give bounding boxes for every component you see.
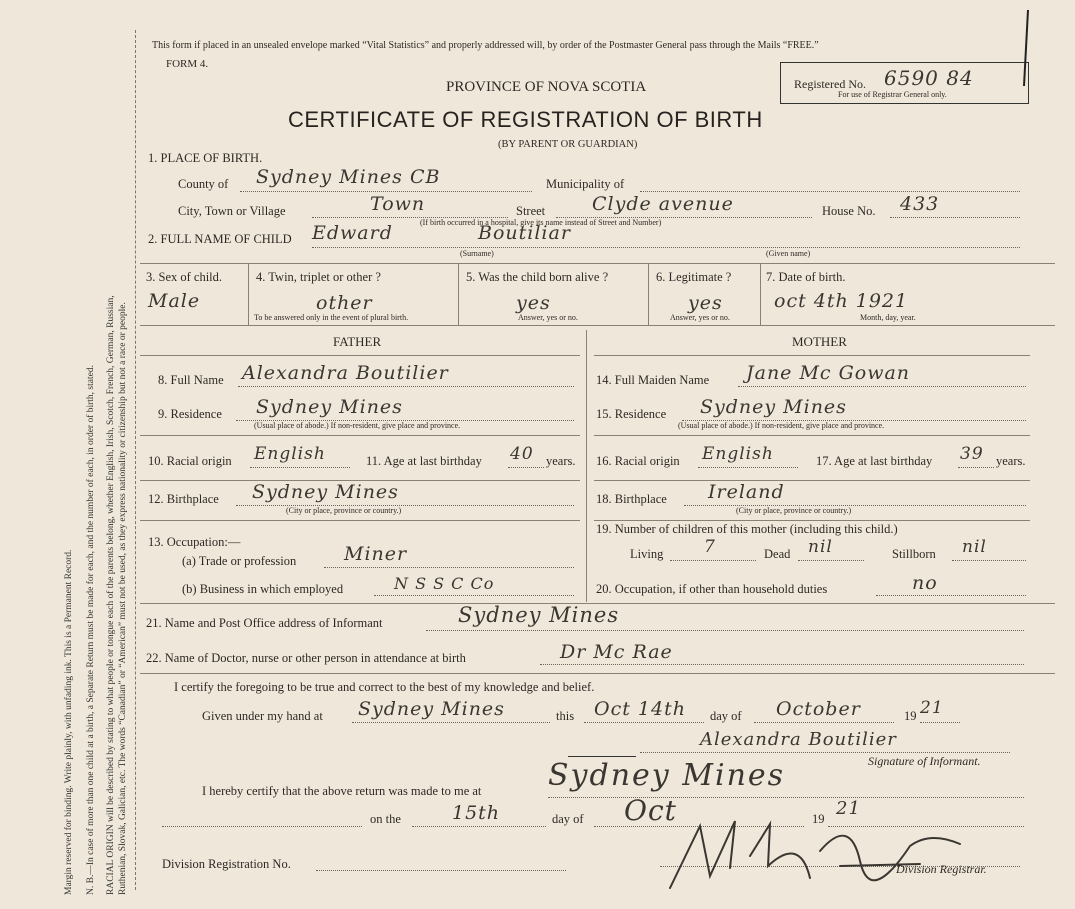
given-month: October [776, 698, 861, 720]
registrar-month: Oct [624, 794, 677, 827]
pen-mark-icon [1016, 8, 1036, 88]
legitimate-value: yes [688, 292, 723, 314]
father-residence-value: Sydney Mines [256, 396, 403, 418]
alive-label: 5. Was the child born alive ? [466, 270, 609, 284]
certificate-subtitle: (BY PARENT OR GUARDIAN) [498, 139, 638, 150]
certificate-title: CERTIFICATE OF REGISTRATION OF BIRTH [288, 107, 763, 132]
father-name-label: 8. Full Name [158, 373, 224, 387]
registrar-day: 15th [452, 802, 501, 824]
mother-birthplace-label: 18. Birthplace [596, 492, 667, 506]
mailing-notice: This form if placed in an unsealed envelope marked “Vital Statistics” and properly addressed will, by order of the Postmaster General pass through the Mails “FREE.” [152, 40, 819, 51]
twin-note: To be answered only in the event of plural birth. [254, 313, 409, 322]
twin-label: 4. Twin, triplet or other ? [256, 270, 381, 284]
margin-note-1: Margin reserved for binding. Write plainly, with unfading ink. This is a Permanent Record. [64, 549, 74, 895]
division-registrar-label: Division Registrar. [896, 862, 987, 876]
legitimate-label: 6. Legitimate ? [656, 270, 732, 284]
day-of-label: day of [710, 709, 742, 723]
informant-signature: Alexandra Boutilier [700, 729, 897, 750]
trade-value: Miner [344, 543, 408, 565]
child-given-name: Edward [312, 222, 393, 244]
mother-birthplace-note: (City or place, province or country.) [736, 506, 852, 515]
place-of-birth-heading: 1. PLACE OF BIRTH. [148, 151, 263, 165]
city-label: City, Town or Village [178, 204, 286, 218]
father-heading: FATHER [333, 334, 382, 349]
mother-occupation-value: no [912, 572, 938, 594]
margin-note-2: N. B.—In case of more than one child at a birth, a Separate Return must be made for each, and the number of each, in order of birth, stated. [86, 365, 96, 895]
year-prefix: 19 [904, 709, 917, 723]
registered-number: 6590 84 [884, 66, 974, 90]
business-value: N S S C Co [394, 574, 495, 593]
sex-value: Male [148, 290, 201, 312]
mother-racial-value: English [702, 444, 774, 464]
living-value: 7 [704, 537, 716, 557]
given-day: Oct 14th [594, 698, 686, 720]
reg-year-prefix: 19 [812, 812, 825, 826]
informant-label: 21. Name and Post Office address of Informant [146, 616, 383, 630]
given-label: Given under my hand at [202, 709, 323, 723]
trade-label: (a) Trade or profession [182, 554, 297, 568]
child-name-label: 2. FULL NAME OF CHILD [148, 232, 292, 246]
hospital-note: (If birth occurred in a hospital, give its name instead of Street and Number) [420, 218, 662, 227]
registrar-year: 21 [836, 798, 861, 819]
doctor-value: Dr Mc Rae [560, 641, 673, 663]
municipality-label: Municipality of [546, 177, 625, 191]
form-number: FORM 4. [166, 58, 209, 70]
stillborn-value: nil [962, 537, 987, 557]
stillborn-label: Stillborn [892, 547, 936, 561]
mother-name-value: Jane Mc Gowan [746, 362, 911, 384]
county-value: Sydney Mines CB [256, 166, 441, 188]
mother-name-label: 14. Full Maiden Name [596, 373, 710, 387]
date-of-birth-label: 7. Date of birth. [766, 270, 846, 284]
dead-label: Dead [764, 547, 791, 561]
registered-label: Registered No. [794, 77, 866, 91]
father-years-label: years. [546, 454, 576, 468]
registrar-place: Sydney Mines [548, 758, 786, 793]
signature-label: Signature of Informant. [868, 754, 981, 768]
given-year: 21 [920, 698, 944, 718]
certify-statement: I certify the foregoing to be true and correct to the best of my knowledge and belief. [174, 680, 595, 694]
doctor-label: 22. Name of Doctor, nurse or other person in attendance at birth [146, 651, 466, 665]
house-label: House No. [822, 204, 876, 218]
date-of-birth-note: Month, day, year. [860, 313, 916, 322]
date-of-birth-value: oct 4th 1921 [774, 290, 909, 312]
county-label: County of [178, 177, 229, 191]
father-racial-label: 10. Racial origin [148, 454, 232, 468]
alive-value: yes [516, 292, 551, 314]
given-place: Sydney Mines [358, 698, 505, 720]
mother-racial-label: 16. Racial origin [596, 454, 680, 468]
child-surname: Boutiliar [478, 222, 571, 244]
province-heading: PROVINCE OF NOVA SCOTIA [446, 79, 647, 95]
mother-years-label: years. [996, 454, 1026, 468]
father-residence-note: (Usual place of abode.) If non-resident, give place and province. [254, 421, 461, 430]
informant-value: Sydney Mines [458, 603, 620, 627]
twin-value: other [316, 292, 373, 314]
street-label: Street [516, 204, 546, 218]
mother-heading: MOTHER [792, 334, 847, 349]
mother-residence-value: Sydney Mines [700, 396, 847, 418]
father-residence-label: 9. Residence [158, 407, 222, 421]
business-label: (b) Business in which employed [182, 582, 344, 596]
dead-value: nil [808, 537, 833, 557]
father-occupation-label: 13. Occupation:— [148, 535, 241, 549]
division-no-label: Division Registration No. [162, 857, 291, 871]
city-value: Town [370, 193, 426, 215]
father-name-value: Alexandra Boutilier [242, 362, 449, 384]
binding-rule [135, 30, 136, 890]
father-age-value: 40 [510, 444, 534, 464]
mother-occupation-label: 20. Occupation, if other than household duties [596, 582, 828, 596]
legitimate-note: Answer, yes or no. [670, 313, 730, 322]
father-birthplace-value: Sydney Mines [252, 481, 399, 503]
mother-residence-note: (Usual place of abode.) If non-resident, give place and province. [678, 421, 885, 430]
father-racial-value: English [254, 444, 326, 464]
mother-birthplace-value: Ireland [708, 481, 785, 503]
margin-note-4: Ruthenian, Slovak, Galician, etc. The words “Canadian” or “American” must not be used, as they express nationality or citizenship but not a race or people. [118, 302, 128, 895]
registrar-statement: I hereby certify that the above return was made to me at [202, 784, 482, 798]
mother-residence-label: 15. Residence [596, 407, 667, 421]
house-value: 433 [900, 193, 940, 215]
mother-age-label: 17. Age at last birthday [816, 454, 933, 468]
father-age-label: 11. Age at last birthday [366, 454, 482, 468]
sex-label: 3. Sex of child. [146, 270, 223, 284]
given-name-note: (Given name) [766, 249, 811, 258]
registered-note: For use of Registrar General only. [838, 90, 947, 99]
this-label: this [556, 709, 575, 723]
reg-day-of-label: day of [552, 812, 584, 826]
mother-age-value: 39 [960, 444, 984, 464]
father-birthplace-label: 12. Birthplace [148, 492, 219, 506]
children-label: 19. Number of children of this mother (including this child.) [596, 522, 898, 536]
registrar-signature-icon [660, 806, 990, 896]
street-value: Clyde avenue [592, 193, 734, 215]
father-birthplace-note: (City or place, province or country.) [286, 506, 402, 515]
on-the-label: on the [370, 812, 401, 826]
living-label: Living [630, 547, 664, 561]
alive-note: Answer, yes or no. [518, 313, 578, 322]
margin-note-3: RACIAL ORIGIN will be described by stating to what people or tongue each of the parents belong, whether English, Irish, Scotch, French, German, Russian, [106, 295, 116, 895]
surname-note: (Surname) [460, 249, 494, 258]
